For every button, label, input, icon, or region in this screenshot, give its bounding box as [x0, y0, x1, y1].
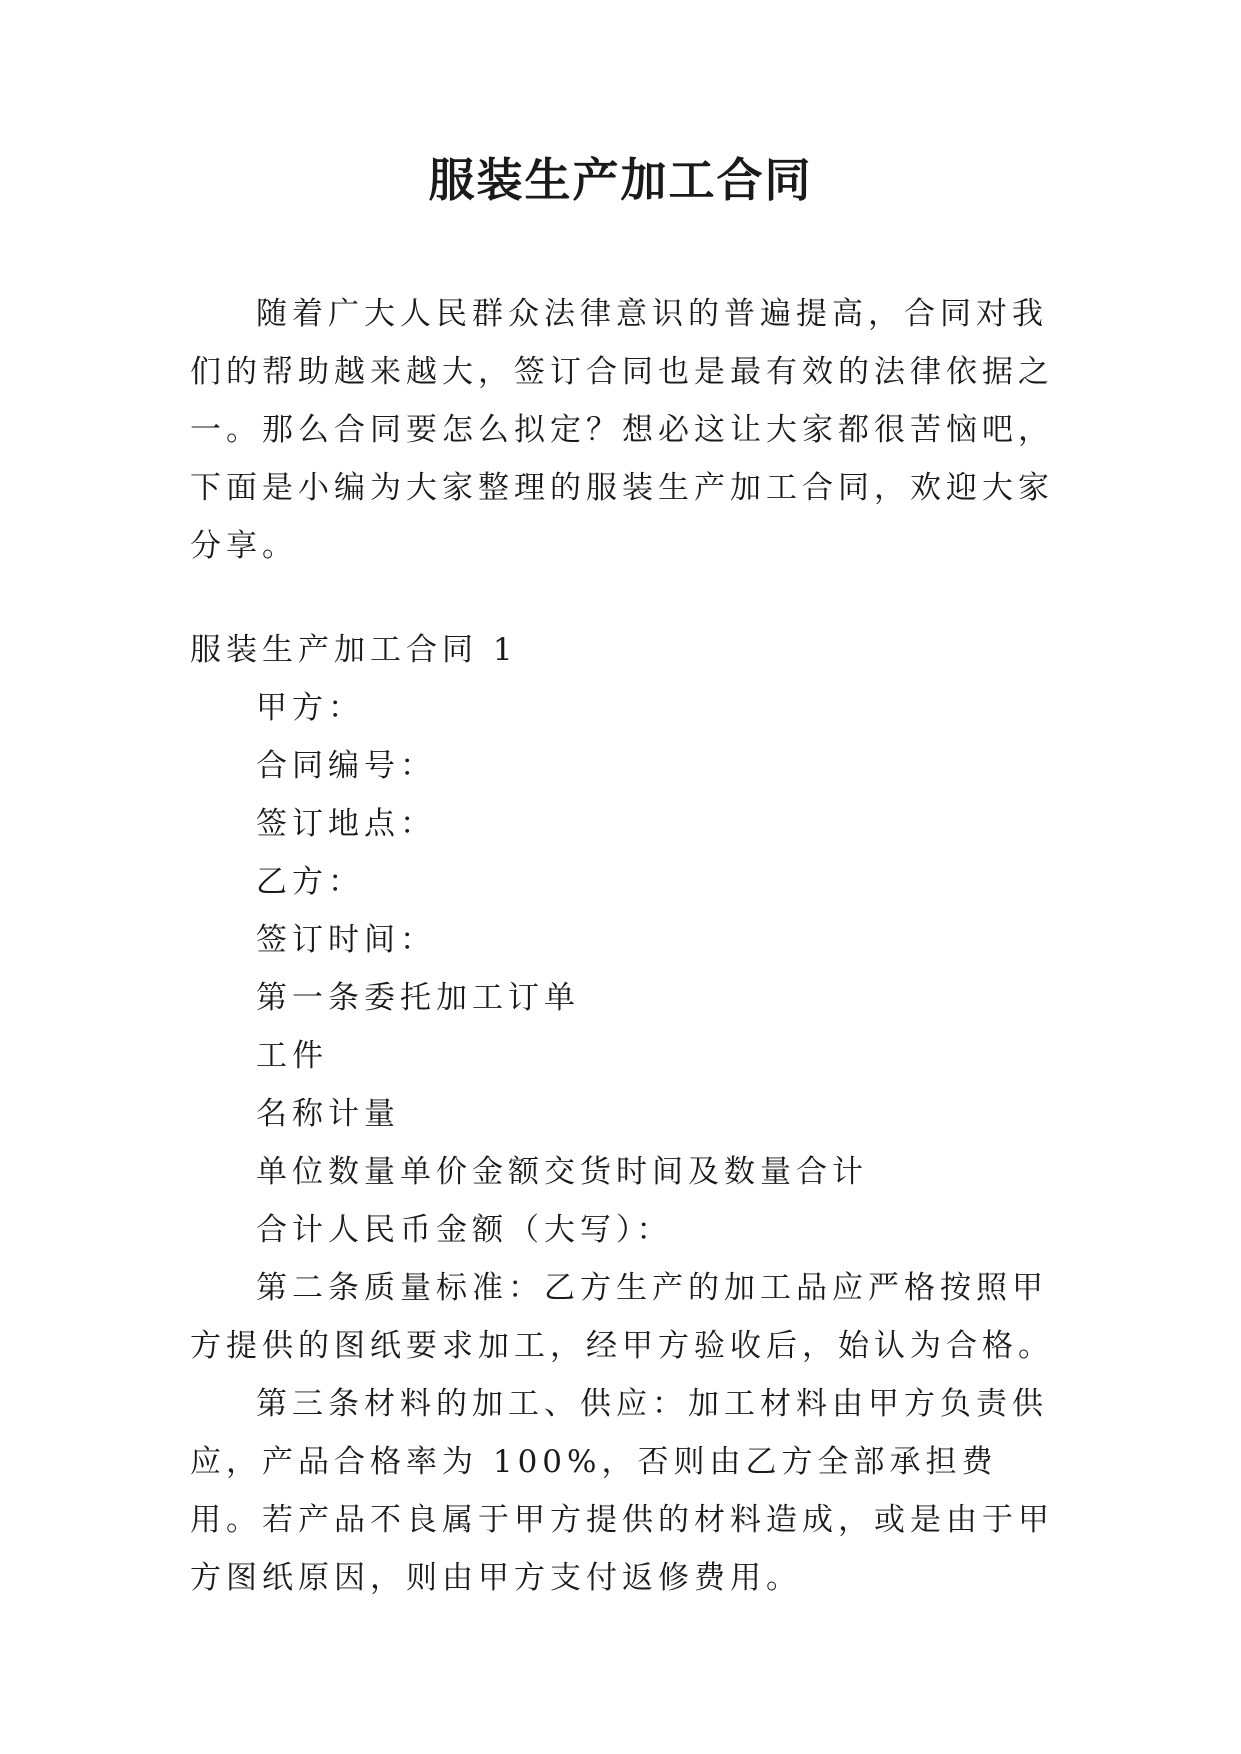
intro-paragraph: 随着广大人民群众法律意识的普遍提高，合同对我们的帮助越来越大，签订合同也是最有效的法律依据之一。那么合同要怎么拟定？想必这让大家都很苦恼吧，下面是小编为大家整理的服装生产加工合同，欢迎大家分享。: [190, 296, 1054, 564]
table-label-columns: 单位数量单价金额交货时间及数量合计: [256, 1154, 868, 1190]
section-heading: 服装生产加工合同 1: [190, 632, 518, 668]
signing-place-line: 签订地点：: [256, 806, 436, 842]
total-amount-line: 合计人民币金额（大写）：: [256, 1212, 673, 1248]
table-label-name-measure: 名称计量: [256, 1096, 400, 1132]
contract-number-line: 合同编号：: [256, 748, 436, 784]
document-title: 服装生产加工合同: [428, 153, 813, 207]
clause-quality-standard: 第二条质量标准：乙方生产的加工品应严格按照甲方提供的图纸要求加工，经甲方验收后，始认为合格。: [190, 1270, 1054, 1364]
signing-time-line: 签订时间：: [256, 922, 436, 958]
clause-material-supply: 第三条材料的加工、供应：加工材料由甲方负责供应，产品合格率为 100%，否则由乙方全部承担费用。若产品不良属于甲方提供的材料造成，或是由于甲方图纸原因，则由甲方支付返修费用。: [190, 1386, 1054, 1596]
party-a-line: 甲方：: [256, 690, 364, 726]
party-b-line: 乙方：: [256, 864, 364, 900]
article-one-heading: 第一条委托加工订单: [256, 980, 580, 1016]
table-label-workpiece: 工件: [256, 1038, 328, 1074]
document-body: [190, 285, 1060, 1607]
